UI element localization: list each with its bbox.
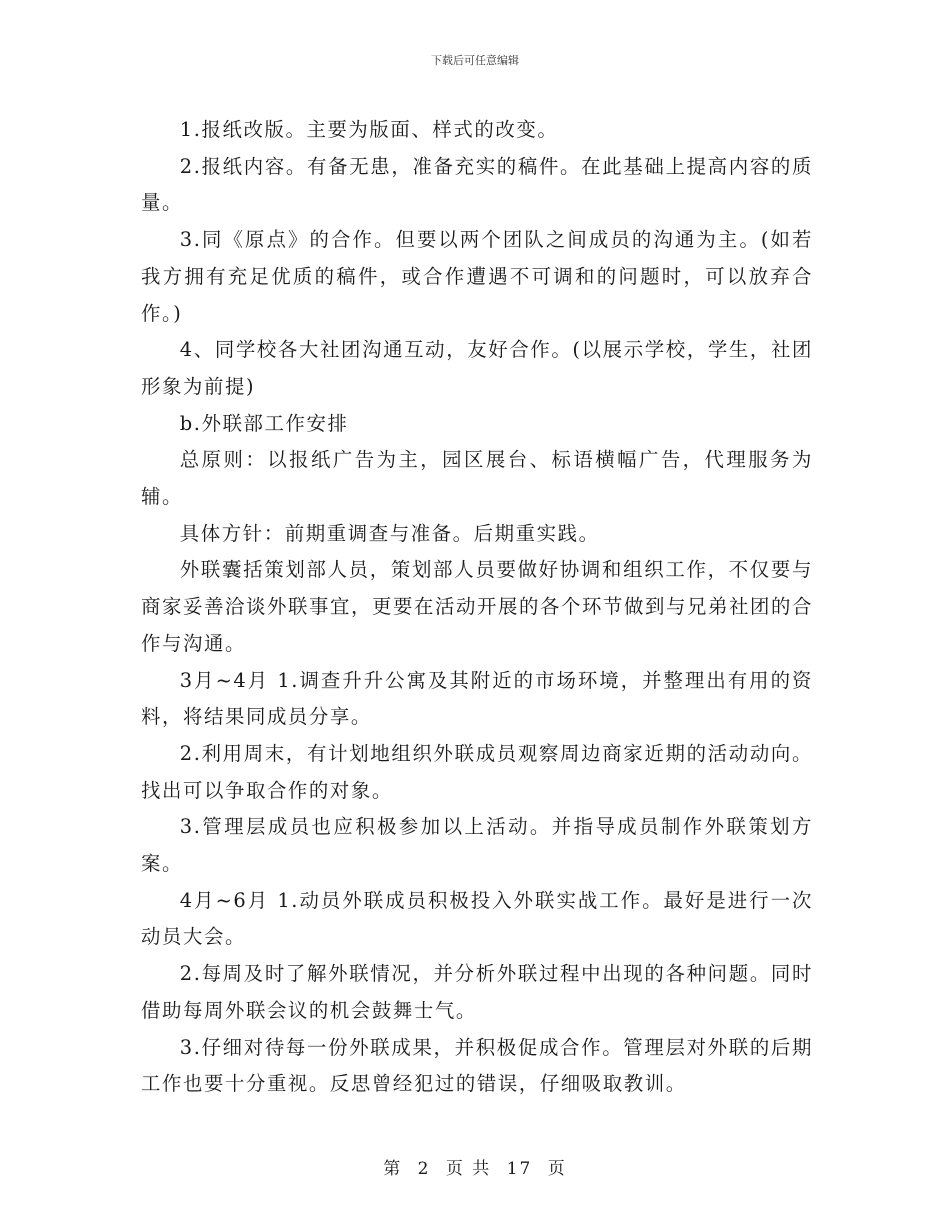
footer-prefix: 第 — [383, 1159, 403, 1179]
document-body — [141, 112, 813, 1103]
paragraph-origin-cooperation: 3.同《原点》的合作。但要以两个团队之间成员的沟通为主。(如若我方拥有充足优质的稿件，或合作遭遇不可调和的问题时，可以放弃合作。) — [141, 228, 813, 325]
section-heading-external-affairs: b.外联部工作安排 — [179, 411, 349, 435]
paragraph-specific-policy: 具体方针：前期重调查与准备。后期重实践。 — [179, 521, 600, 545]
paragraph-club-interaction: 4、同学校各大社团沟通互动，友好合作。(以展示学校，学生，社团形象为前提) — [141, 338, 813, 398]
footer-current-page: 2 — [417, 1159, 431, 1179]
paragraph-april-june-1: 4月~6月 1.动员外联成员积极投入外联实战工作。最好是进行一次动员大会。 — [141, 888, 813, 949]
paragraph-newspaper-content: 2.报纸内容。有备无患，准备充实的稿件。在此基础上提高内容的质量。 — [141, 154, 813, 215]
footer-total-pages: 17 — [506, 1159, 533, 1179]
paragraph-april-june-2: 2.每周及时了解外联情况，并分析外联过程中出现的各种问题。同时借助每周外联会议的机会鼓舞士气。 — [141, 962, 813, 1022]
page-footer — [0, 1154, 950, 1179]
paragraph-newspaper-redesign: 1.报纸改版。主要为版面、样式的改变。 — [179, 118, 559, 141]
paragraph-april-june-3: 3.仔细对待每一份外联成果，并积极促成合作。管理层对外联的后期工作也要十分重视。反思曾经犯过的错误，仔细吸取教训。 — [141, 1035, 813, 1096]
page-header-note: 下载后可任意编辑 — [431, 54, 519, 67]
paragraph-march-april-3: 3.管理层成员也应积极参加以上活动。并指导成员制作外联策划方案。 — [141, 815, 813, 876]
footer-middle: 页 共 — [445, 1159, 492, 1179]
paragraph-march-april-2: 2.利用周末，有计划地组织外联成员观察周边商家近期的活动动向。找出可以争取合作的对象。 — [141, 741, 813, 802]
footer-suffix: 页 — [547, 1159, 567, 1179]
paragraph-planning-staff: 外联囊括策划部人员，策划部人员要做好协调和组织工作，不仅要与商家妥善洽谈外联事宜，更要在活动开展的各个环节做到与兄弟社团的合作与沟通。 — [141, 558, 813, 655]
paragraph-general-principle: 总原则：以报纸广告为主，园区展台、标语横幅广告，代理服务为辅。 — [141, 448, 813, 509]
paragraph-march-april-1: 3月~4月 1.调查升升公寓及其附近的市场环境，并整理出有用的资料，将结果同成员分享。 — [141, 668, 813, 729]
